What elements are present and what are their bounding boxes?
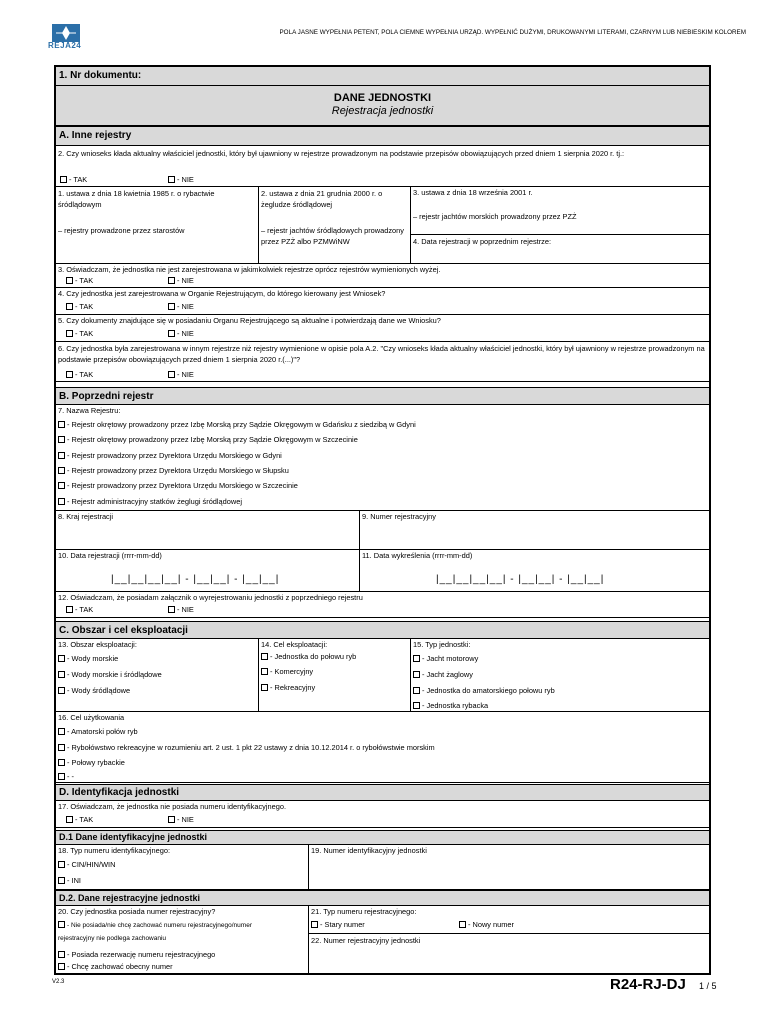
law-2-cell (259, 187, 411, 263)
q4-tak[interactable]: - TAK (66, 302, 93, 312)
purpose-cell: 14. Cel eksploatacji: - Jednostka do połowu ryb - Komercyjny - Rekreacyjny (259, 639, 411, 711)
q4-label: 4. Czy jednostka jest zarejestrowana w Organie Rejestrującym, do którego kierowany jest Wniosek? (58, 289, 386, 298)
id-type-opt-1[interactable]: - CIN/HIN/WIN (58, 860, 115, 870)
law-2-desc: – rejestr jachtów śródlądowych prowadzony przez PZŻ albo PZMWiNW (261, 226, 404, 246)
type-opt-4[interactable]: - Jednostka rybacka (413, 701, 488, 711)
checkbox[interactable] (58, 728, 65, 735)
reg-status-opt-3[interactable]: - Chcę zachować obecny numer (58, 962, 173, 972)
law-1-label: 1. ustawa z dnia 18 kwietnia 1985 r. o rybactwie śródlądowym (58, 189, 215, 209)
q3-tak[interactable]: - TAK (66, 276, 93, 286)
checkbox[interactable] (60, 176, 67, 183)
q4-nie[interactable]: - NIE (168, 302, 194, 312)
checkbox[interactable] (58, 655, 65, 662)
q13-15-row (56, 639, 709, 712)
q4-row (56, 288, 709, 315)
q7-row (56, 405, 709, 511)
deletion-date-mask[interactable]: |__|__|__|__| - |__|__| - |__|__| (436, 574, 605, 585)
area-opt-3[interactable]: - Wody śródlądowe (58, 686, 130, 696)
q10-q11-row (56, 550, 709, 592)
logo-text: REJA24 (48, 41, 82, 50)
section-d-header: D. Identyfikacja jednostki (56, 784, 709, 801)
form-title-box (56, 86, 709, 126)
checkbox[interactable] (168, 330, 175, 337)
reg-status-opt-1[interactable]: - Nie posiada/nie chcę zachować numeru rejestracyjnego/numer (58, 921, 252, 931)
checkbox[interactable] (261, 653, 268, 660)
q5-label: 5. Czy dokumenty znajdujące się w posiadaniu Organu Rejestrującego są aktualne i potwierdzają dane we Wniosku? (58, 316, 441, 325)
version-label: V2.3 (52, 979, 65, 985)
q3-row (56, 264, 709, 288)
prev-reg-date-label[interactable]: 4. Data rejestracji w poprzednim rejestrze: (413, 237, 552, 246)
checkbox[interactable] (58, 482, 65, 489)
form-code: R24-RJ-DJ (610, 976, 686, 993)
reg-type-cell: 21. Typ numeru rejestracyjnego: - Stary numer - Nowy numer (309, 906, 709, 934)
checkbox[interactable] (58, 452, 65, 459)
q6-nie[interactable]: - NIE (168, 370, 194, 380)
law-1-desc: – rejestry prowadzone przez starostów (58, 226, 185, 235)
checkbox[interactable] (58, 759, 65, 766)
section-c-header: C. Obszar i cel eksploatacji (56, 621, 709, 639)
q2-nie[interactable]: - NIE (168, 175, 194, 185)
country-field[interactable]: 8. Kraj rejestracji (56, 511, 360, 549)
usage-opt-1[interactable]: - Amatorski połów ryb (58, 727, 138, 737)
q12-nie[interactable]: - NIE (168, 605, 194, 615)
reg-status-opt-1-cont: rejestracyjny nie podlega zachowaniu (58, 935, 167, 942)
reg-status-cell: 20. Czy jednostka posiada numer rejestracyjny? - Nie posiada/nie chcę zachować numeru rejestracyjnego/numer rejestracyjny nie podlega zachowaniu - Posiada rezerwację numeru rejestracyjnego - Chcę zachować obecny numer (56, 906, 309, 975)
checkbox[interactable] (58, 687, 65, 694)
q3-label: 3. Oświadczam, że jednostka nie jest zarejestrowana w jakimkolwiek rejestrze oprócz rejestrów wymienionych wyżej. (58, 265, 441, 274)
checkbox[interactable] (459, 921, 466, 928)
checkbox[interactable] (261, 668, 268, 675)
usage-opt-2[interactable]: - Rybołówstwo rekreacyjne w rozumieniu art. 2 ust. 1 pkt 22 ustawy z dnia 10.12.2014 r. o rybołówstwie morskim (58, 743, 435, 753)
checkbox[interactable] (58, 773, 65, 780)
q16-row (56, 712, 709, 783)
reg-date-mask[interactable]: |__|__|__|__| - |__|__| - |__|__| (111, 574, 280, 585)
reg-number-field[interactable]: 9. Numer rejestracyjny (362, 512, 436, 521)
checkbox[interactable] (66, 277, 73, 284)
area-opt-2[interactable]: - Wody morskie i śródlądowe (58, 670, 162, 680)
usage-opt-4[interactable]: - - (58, 772, 74, 782)
checkbox[interactable] (168, 176, 175, 183)
checkbox[interactable] (168, 371, 175, 378)
reg-option-2[interactable]: - Rejestr okrętowy prowadzony przez Izbę Morską przy Sądzie Okręgowym w Szczecinie (58, 435, 358, 445)
section-b-header: B. Poprzedni rejestr (56, 387, 709, 405)
checkbox[interactable] (58, 498, 65, 505)
form-title: DANE JEDNOSTKI (333, 92, 432, 104)
q5-tak[interactable]: - TAK (66, 329, 93, 339)
type-opt-1[interactable]: - Jacht motorowy (413, 654, 478, 664)
reg-date-field[interactable]: 10. Data rejestracji (rrrr-mm-dd) |__|__|__|__| - |__|__| - |__|__| (56, 550, 360, 591)
q5-row (56, 315, 709, 342)
reg-option-1[interactable]: - Rejestr okrętowy prowadzony przez Izbę Morską przy Sądzie Okręgowym w Gdańsku z siedzibą w Gdyni (58, 420, 416, 430)
law-3-label: 3. ustawa z dnia 18 września 2001 r. (413, 188, 533, 197)
q2-laws-row (56, 187, 709, 264)
checkbox[interactable] (58, 421, 65, 428)
q8-q9-row (56, 511, 709, 550)
purpose-opt-3[interactable]: - Rekreacyjny (261, 683, 315, 693)
type-opt-2[interactable]: - Jacht żaglowy (413, 670, 473, 680)
checkbox[interactable] (58, 877, 65, 884)
form-frame (54, 65, 711, 975)
purpose-opt-2[interactable]: - Komercyjny (261, 667, 313, 677)
q7-label: 7. Nazwa Rejestru: (58, 406, 121, 415)
section-d2-header: D.2. Dane rejestracyjne jednostki (56, 890, 709, 906)
area-cell: 13. Obszar eksploatacji: - Wody morskie - Wody morskie i śródlądowe - Wody śródlądowe (56, 639, 259, 711)
law-1-cell (56, 187, 259, 263)
checkbox[interactable] (413, 687, 420, 694)
q18-q19-row (56, 845, 709, 890)
law-3-cell (411, 187, 709, 235)
checkbox[interactable] (413, 671, 420, 678)
area-opt-1[interactable]: - Wody morskie (58, 654, 118, 664)
q20-22-row (56, 906, 709, 975)
header-instruction: POLA JASNE WYPEŁNIA PETENT, POLA CIEMNE WYPEŁNIA URZĄD. WYPEŁNIĆ DUŻYMI, DRUKOWANYMI LITERAMI, CZARNYM LUB NIEBIESKIM KOLOREM (279, 29, 746, 36)
q17-row (56, 801, 709, 828)
reg-type-old[interactable]: - Stary numer (311, 920, 365, 930)
checkbox[interactable] (66, 371, 73, 378)
checkbox[interactable] (413, 702, 420, 709)
q16-label: 16. Cel użytkowania (58, 713, 125, 722)
section-a-header: A. Inne rejestry (56, 126, 709, 146)
q12-label: 12. Oświadczam, że posiadam załącznik o wyrejestrowaniu jednostki z poprzedniego rejestru (58, 593, 363, 602)
section-d1-header: D.1 Dane identyfikacyjne jednostki (56, 830, 709, 845)
id-number-field[interactable]: 19. Numer identyfikacyjny jednostki (311, 846, 427, 855)
q2-label: 2. Czy wnioseks kłada aktualny właściciel jednostki, który był ujawniony w rejestrze prowadzonym na podstawie przepisów obowiązujących przed dniem 1 sierpnia 2020 r. tj.: (58, 149, 625, 158)
reg-status-opt-2[interactable]: - Posiada rezerwację numeru rejestracyjnego (58, 950, 215, 960)
checkbox[interactable] (58, 921, 65, 928)
page-number: 1 / 5 (699, 981, 717, 991)
law-3-desc: – rejestr jachtów morskich prowadzony przez PZŻ (413, 212, 577, 221)
q6-tak[interactable]: - TAK (66, 370, 93, 380)
checkbox[interactable] (168, 277, 175, 284)
q12-tak[interactable]: - TAK (66, 605, 93, 615)
id-type-cell: 18. Typ numeru identyfikacyjnego: - CIN/HIN/WIN - INI (56, 845, 309, 889)
checkbox[interactable] (168, 816, 175, 823)
checkbox[interactable] (66, 606, 73, 613)
checkbox[interactable] (413, 655, 420, 662)
usage-opt-3[interactable]: - Połowy rybackie (58, 758, 125, 768)
checkbox[interactable] (58, 951, 65, 958)
checkbox[interactable] (58, 744, 65, 751)
doc-number-field[interactable]: 1. Nr dokumentu: (56, 66, 709, 86)
reg-number-unit-field[interactable]: 22. Numer rejestracyjny jednostki (311, 936, 421, 945)
q2-row (56, 146, 709, 187)
id-type-opt-2[interactable]: - INI (58, 876, 81, 886)
q6-label: 6. Czy jednostka była zarejestrowana w innym rejestrze niż rejestry wymienione w opisie pola A.2. "Czy wnioseks kłada aktualny właściciel jednostki, który był ujawniony w rejestrze prowadzonym na podstawie przepisów obowiązujących przed dniem 1 sierpnia 2020 r.(...)"? (58, 344, 705, 364)
reg-option-6[interactable]: - Rejestr administracyjny statków żeglugi śródlądowej (58, 497, 242, 507)
checkbox[interactable] (168, 303, 175, 310)
q17-label: 17. Oświadczam, że jednostka nie posiada numeru identyfikacyjnego. (58, 802, 287, 811)
q3-nie[interactable]: - NIE (168, 276, 194, 286)
checkbox[interactable] (66, 330, 73, 337)
reg-option-4[interactable]: - Rejestr prowadzony przez Dyrektora Urzędu Morskiego w Słupsku (58, 466, 289, 476)
checkbox[interactable] (66, 303, 73, 310)
purpose-opt-1[interactable]: - Jednostka do połowu ryb (261, 652, 356, 662)
type-opt-3[interactable]: - Jednostka do amatorskiego połowu ryb (413, 686, 555, 696)
checkbox[interactable] (311, 921, 318, 928)
type-label: 15. Typ jednostki: (413, 640, 471, 649)
checkbox[interactable] (58, 671, 65, 678)
q17-tak[interactable]: - TAK (66, 815, 93, 825)
deletion-date-label: 11. Data wykreślenia (rrrr-mm-dd) (362, 551, 473, 560)
checkbox[interactable] (66, 816, 73, 823)
q5-nie[interactable]: - NIE (168, 329, 194, 339)
q17-nie[interactable]: - NIE (168, 815, 194, 825)
checkbox[interactable] (58, 861, 65, 868)
reg-option-3[interactable]: - Rejestr prowadzony przez Dyrektora Urzędu Morskiego w Gdyni (58, 451, 282, 461)
q6-row (56, 342, 709, 382)
checkbox[interactable] (58, 436, 65, 443)
q2-tak[interactable]: - TAK (60, 175, 87, 185)
reja24-logo (48, 24, 88, 48)
law-2-label: 2. ustawa z dnia 21 grudnia 2000 r. o żegludze śródlądowej (261, 189, 383, 209)
checkbox[interactable] (58, 963, 65, 970)
checkbox[interactable] (261, 684, 268, 691)
q12-row (56, 592, 709, 618)
reg-type-new[interactable]: - Nowy numer (459, 920, 514, 930)
form-subtitle: Rejestracja jednostki (331, 105, 434, 117)
reg-option-5[interactable]: - Rejestr prowadzony przez Dyrektora Urzędu Morskiego w Szczecinie (58, 481, 298, 491)
checkbox[interactable] (58, 467, 65, 474)
checkbox[interactable] (168, 606, 175, 613)
